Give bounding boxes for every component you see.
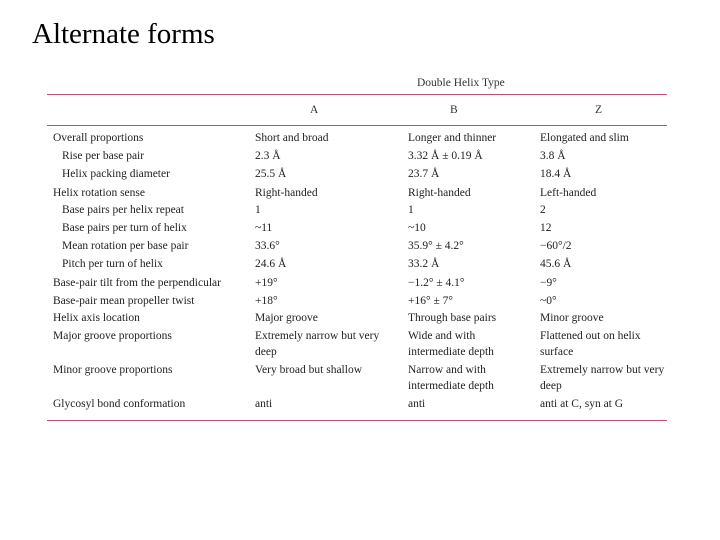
cell-b: 33.2 Å — [408, 257, 440, 270]
cell-b: 3.32 Å ± 0.19 Å — [408, 149, 483, 162]
cell-z: Left-handed — [540, 186, 597, 199]
table-row — [47, 362, 667, 394]
column-header-b: B — [450, 104, 458, 116]
table-super-header: Double Helix Type — [417, 77, 505, 89]
cell-a: 1 — [255, 204, 261, 217]
cell-b: Narrow and with intermediate depth — [408, 363, 494, 392]
table-bottom-rule — [47, 420, 667, 421]
cell-b: anti — [408, 397, 426, 410]
cell-z: ~0° — [540, 294, 557, 307]
row-label: Major groove proportions — [53, 330, 172, 343]
table-row — [47, 148, 667, 164]
cell-a: +19° — [255, 276, 278, 289]
cell-b: Longer and thinner — [408, 132, 497, 144]
cell-a: Right-handed — [255, 186, 318, 199]
helix-comparison-table — [47, 74, 667, 421]
cell-a: 25.5 Å — [255, 167, 287, 180]
row-label: Helix packing diameter — [62, 167, 170, 180]
cell-b: −1.2° ± 4.1° — [408, 276, 465, 289]
table-row — [47, 166, 667, 182]
cell-z: 18.4 Å — [540, 167, 572, 180]
cell-z: 12 — [540, 222, 552, 235]
cell-z: 3.8 Å — [540, 149, 566, 162]
row-label: Mean rotation per base pair — [62, 239, 189, 252]
row-label: Helix axis location — [53, 312, 140, 325]
cell-a: 2.3 Å — [255, 149, 281, 162]
table-row — [47, 238, 667, 254]
table-row — [47, 275, 667, 291]
cell-z: −9° — [540, 276, 557, 289]
cell-z: Minor groove — [540, 312, 604, 325]
table-row — [47, 310, 667, 326]
row-label: Pitch per turn of helix — [62, 257, 163, 270]
cell-b: 1 — [408, 204, 414, 217]
cell-b: ~10 — [408, 222, 426, 235]
column-header-z: Z — [595, 104, 603, 116]
column-header-a: A — [310, 104, 319, 116]
row-label: Glycosyl bond conformation — [53, 397, 186, 410]
table-row — [47, 220, 667, 236]
row-label: Helix rotation sense — [53, 186, 145, 199]
cell-a: Short and broad — [255, 132, 329, 144]
row-label: Base-pair tilt from the perpendicular — [53, 276, 221, 289]
row-label: Overall proportions — [53, 132, 144, 144]
cell-b: Through base pairs — [408, 312, 497, 325]
cell-a: Major groove — [255, 312, 318, 325]
table-row — [47, 293, 667, 309]
row-label: Base pairs per turn of helix — [62, 222, 187, 235]
table-row — [47, 328, 667, 360]
table-row — [47, 130, 667, 146]
cell-z: Flattened out on helix surface — [540, 330, 641, 359]
row-label: Base-pair mean propeller twist — [53, 294, 195, 307]
cell-a: +18° — [255, 294, 278, 307]
cell-b: +16° ± 7° — [408, 294, 453, 307]
cell-a: 33.6° — [255, 239, 280, 252]
table-row — [47, 185, 667, 201]
cell-a: anti — [255, 397, 273, 410]
column-header-row — [47, 95, 667, 125]
cell-z: anti at C, syn at G — [540, 397, 624, 410]
row-label: Base pairs per helix repeat — [62, 204, 184, 217]
table-body — [47, 126, 667, 420]
cell-z: 45.6 Å — [540, 257, 572, 270]
cell-z: Extremely narrow but very deep — [540, 363, 665, 392]
slide-title: Alternate forms — [32, 18, 215, 50]
cell-z: −60°/2 — [540, 239, 572, 252]
cell-z: Elongated and slim — [540, 132, 629, 144]
table-row — [47, 256, 667, 272]
table-row — [47, 396, 667, 412]
row-label: Rise per base pair — [62, 149, 145, 162]
cell-b: Wide and with intermediate depth — [408, 330, 494, 359]
cell-a: Very broad but shallow — [255, 363, 362, 376]
cell-a: Extremely narrow but very deep — [255, 330, 380, 359]
cell-b: 35.9° ± 4.2° — [408, 239, 464, 252]
cell-b: 23.7 Å — [408, 167, 440, 180]
table-row — [47, 202, 667, 218]
cell-b: Right-handed — [408, 186, 471, 199]
cell-a: ~11 — [255, 222, 273, 235]
cell-z: 2 — [540, 204, 546, 217]
row-label: Minor groove proportions — [53, 363, 173, 376]
cell-a: 24.6 Å — [255, 257, 287, 270]
